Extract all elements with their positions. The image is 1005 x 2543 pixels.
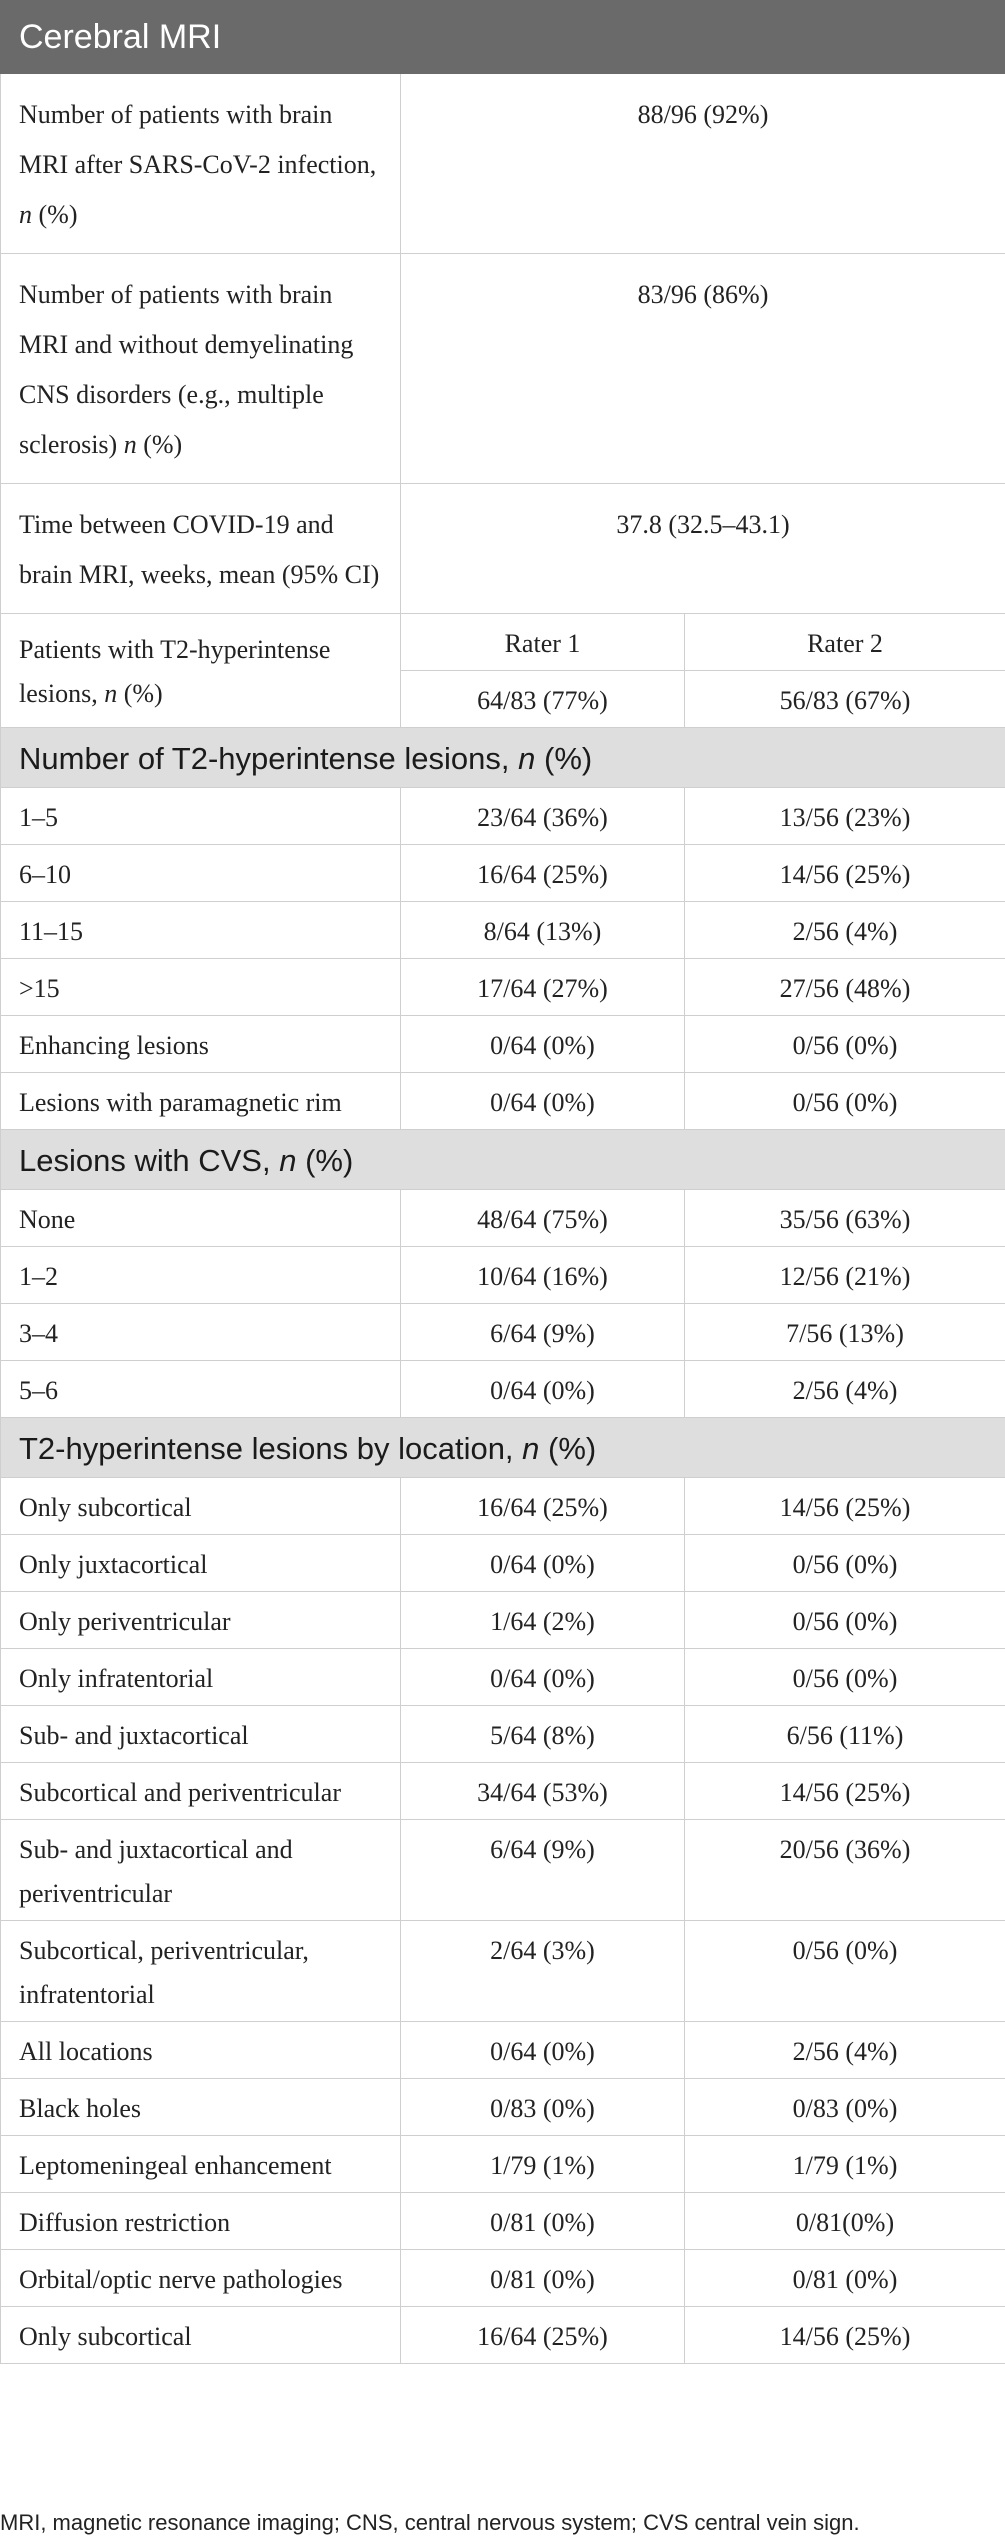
table-row xyxy=(1,788,1005,845)
rater2-cell: 2/56 (4%) xyxy=(685,902,1005,959)
table-row xyxy=(1,845,1005,902)
row-value: 83/96 (86%) xyxy=(401,254,1005,484)
raters-header-row xyxy=(1,614,1005,671)
table-row xyxy=(1,1016,1005,1073)
row-label: Patients with T2-hyperintense lesions, n (%) xyxy=(1,614,401,728)
row-label: Subcortical and periventricular xyxy=(1,1763,401,1820)
rater2-cell: 14/56 (25%) xyxy=(685,1478,1005,1535)
table-row xyxy=(1,2193,1005,2250)
section-header-row xyxy=(1,728,1005,788)
rater1-cell: 17/64 (27%) xyxy=(401,959,685,1016)
row-label: Sub- and juxtacortical and periventricular xyxy=(1,1820,401,1921)
row-label: >15 xyxy=(1,959,401,1016)
table-row xyxy=(1,1706,1005,1763)
row-label: Black holes xyxy=(1,2079,401,2136)
rater1-cell: 0/64 (0%) xyxy=(401,1073,685,1130)
table-row xyxy=(1,1361,1005,1418)
rater1-value: 64/83 (77%) xyxy=(401,671,685,728)
row-label: 11–15 xyxy=(1,902,401,959)
row-label: 6–10 xyxy=(1,845,401,902)
rater1-cell: 16/64 (25%) xyxy=(401,1478,685,1535)
rater2-cell: 0/56 (0%) xyxy=(685,1921,1005,2022)
row-label: Enhancing lesions xyxy=(1,1016,401,1073)
rater2-cell: 0/56 (0%) xyxy=(685,1649,1005,1706)
rater1-cell: 10/64 (16%) xyxy=(401,1247,685,1304)
table-row xyxy=(1,959,1005,1016)
table-row xyxy=(1,1304,1005,1361)
table-footnote: MRI, magnetic resonance imaging; CNS, central nervous system; CVS central vein sign. xyxy=(0,2510,860,2535)
rater1-cell: 48/64 (75%) xyxy=(401,1190,685,1247)
rater1-cell: 0/64 (0%) xyxy=(401,1649,685,1706)
section-header-row xyxy=(1,1130,1005,1190)
table-row xyxy=(1,2136,1005,2193)
rater2-cell: 14/56 (25%) xyxy=(685,845,1005,902)
rater1-cell: 5/64 (8%) xyxy=(401,1706,685,1763)
table-title-row xyxy=(1,1,1005,74)
rater2-cell: 1/79 (1%) xyxy=(685,2136,1005,2193)
row-label: Subcortical, periventricular, infratentorial xyxy=(1,1921,401,2022)
table-row xyxy=(1,2022,1005,2079)
row-label: 3–4 xyxy=(1,1304,401,1361)
row-label: Sub- and juxtacortical xyxy=(1,1706,401,1763)
row-label: All locations xyxy=(1,2022,401,2079)
rater2-cell: 0/56 (0%) xyxy=(685,1535,1005,1592)
rater2-cell: 35/56 (63%) xyxy=(685,1190,1005,1247)
rater1-cell: 0/64 (0%) xyxy=(401,2022,685,2079)
rater1-cell: 0/83 (0%) xyxy=(401,2079,685,2136)
rater2-cell: 7/56 (13%) xyxy=(685,1304,1005,1361)
rater2-cell: 20/56 (36%) xyxy=(685,1820,1005,1921)
rater1-cell: 6/64 (9%) xyxy=(401,1820,685,1921)
table-row xyxy=(1,1649,1005,1706)
sections-body xyxy=(1,728,1005,2364)
row-label: Leptomeningeal enhancement xyxy=(1,2136,401,2193)
section-title: Lesions with CVS, n (%) xyxy=(1,1130,1005,1190)
info-row-time-between xyxy=(1,484,1005,614)
row-label: 5–6 xyxy=(1,1361,401,1418)
row-label: Diffusion restriction xyxy=(1,2193,401,2250)
rater1-cell: 1/79 (1%) xyxy=(401,2136,685,2193)
rater1-cell: 8/64 (13%) xyxy=(401,902,685,959)
row-label: Only infratentorial xyxy=(1,1649,401,1706)
rater1-cell: 2/64 (3%) xyxy=(401,1921,685,2022)
table-row xyxy=(1,1820,1005,1921)
table-row xyxy=(1,1592,1005,1649)
rater1-cell: 16/64 (25%) xyxy=(401,2307,685,2364)
table-title: Cerebral MRI xyxy=(1,1,1005,74)
table-row xyxy=(1,2079,1005,2136)
row-label: Orbital/optic nerve pathologies xyxy=(1,2250,401,2307)
row-label: Only subcortical xyxy=(1,2307,401,2364)
table-row xyxy=(1,1247,1005,1304)
table-row xyxy=(1,1478,1005,1535)
rater2-cell: 0/81 (0%) xyxy=(685,2250,1005,2307)
rater1-cell: 0/64 (0%) xyxy=(401,1361,685,1418)
section-title: Number of T2-hyperintense lesions, n (%) xyxy=(1,728,1005,788)
row-label: Only juxtacortical xyxy=(1,1535,401,1592)
row-label: Only subcortical xyxy=(1,1478,401,1535)
rater2-cell: 14/56 (25%) xyxy=(685,1763,1005,1820)
section-title: T2-hyperintense lesions by location, n (%) xyxy=(1,1418,1005,1478)
rater2-cell: 0/56 (0%) xyxy=(685,1073,1005,1130)
rater2-cell: 2/56 (4%) xyxy=(685,2022,1005,2079)
rater1-cell: 34/64 (53%) xyxy=(401,1763,685,1820)
rater1-cell: 23/64 (36%) xyxy=(401,788,685,845)
info-row-mri-without-demyelinating xyxy=(1,254,1005,484)
rater2-value: 56/83 (67%) xyxy=(685,671,1005,728)
rater2-cell: 6/56 (11%) xyxy=(685,1706,1005,1763)
rater1-cell: 0/81 (0%) xyxy=(401,2250,685,2307)
rater2-cell: 27/56 (48%) xyxy=(685,959,1005,1016)
row-value: 88/96 (92%) xyxy=(401,74,1005,254)
rater2-cell: 12/56 (21%) xyxy=(685,1247,1005,1304)
table-row xyxy=(1,902,1005,959)
info-row-mri-after-infection xyxy=(1,74,1005,254)
rater1-cell: 6/64 (9%) xyxy=(401,1304,685,1361)
rater2-cell: 0/56 (0%) xyxy=(685,1016,1005,1073)
row-label: Only periventricular xyxy=(1,1592,401,1649)
table-row xyxy=(1,1921,1005,2022)
row-label: 1–2 xyxy=(1,1247,401,1304)
row-label: Lesions with paramagnetic rim xyxy=(1,1073,401,1130)
row-label: 1–5 xyxy=(1,788,401,845)
rater1-cell: 16/64 (25%) xyxy=(401,845,685,902)
rater2-cell: 0/56 (0%) xyxy=(685,1592,1005,1649)
table-row xyxy=(1,1190,1005,1247)
table-row xyxy=(1,1763,1005,1820)
rater2-cell: 0/81(0%) xyxy=(685,2193,1005,2250)
row-value: 37.8 (32.5–43.1) xyxy=(401,484,1005,614)
rater2-cell: 0/83 (0%) xyxy=(685,2079,1005,2136)
rater2-header: Rater 2 xyxy=(685,614,1005,671)
row-label: Number of patients with brain MRI after SARS-CoV-2 infection, n (%) xyxy=(1,74,401,254)
rater1-cell: 1/64 (2%) xyxy=(401,1592,685,1649)
row-label: Number of patients with brain MRI and without demyelinating CNS disorders (e.g., multiple sclerosis) n (%) xyxy=(1,254,401,484)
table-row xyxy=(1,2307,1005,2364)
rater1-cell: 0/81 (0%) xyxy=(401,2193,685,2250)
rater2-cell: 14/56 (25%) xyxy=(685,2307,1005,2364)
rater2-cell: 13/56 (23%) xyxy=(685,788,1005,845)
rater1-cell: 0/64 (0%) xyxy=(401,1535,685,1592)
rater2-cell: 2/56 (4%) xyxy=(685,1361,1005,1418)
row-label: None xyxy=(1,1190,401,1247)
table-row xyxy=(1,1535,1005,1592)
row-label: Time between COVID-19 and brain MRI, weeks, mean (95% CI) xyxy=(1,484,401,614)
table-row xyxy=(1,1073,1005,1130)
rater1-cell: 0/64 (0%) xyxy=(401,1016,685,1073)
section-header-row xyxy=(1,1418,1005,1478)
table-row xyxy=(1,2250,1005,2307)
rater1-header: Rater 1 xyxy=(401,614,685,671)
